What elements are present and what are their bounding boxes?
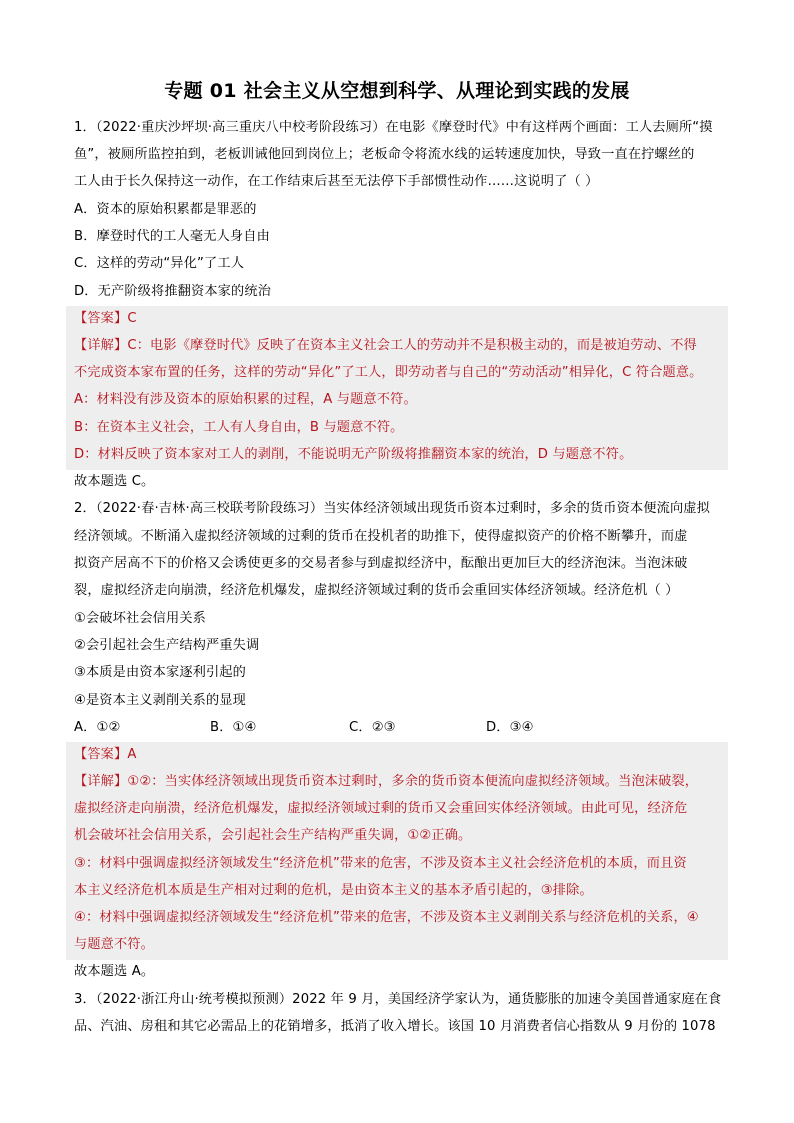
q2-answer: 【答案】A <box>74 747 137 762</box>
q2-item-2: ②会引起社会生产结构严重失调 <box>74 638 260 653</box>
q2-detail-line: 虚拟经济走向崩溃，经济危机爆发，虚拟经济领域过剩的货币又会重回实体经济领域。由此可见，经济危 <box>74 801 688 816</box>
q1-stem-line: 1．（2022·重庆沙坪坝·高三重庆八中校考阶段练习）在电影《摩登时代》中有这样两个画面：工人去厕所“摸 <box>74 120 713 135</box>
q2-detail-line: 机会破坏社会信用关系，会引起社会生产结构严重失调，①②正确。 <box>74 828 472 843</box>
q2-choice-a: A．①② <box>74 720 121 735</box>
q1-option-d: D．无产阶级将推翻资本家的统治 <box>74 284 272 299</box>
q2-stem-line: 经济领域。不断涌入虚拟经济领域的过剩的货币在投机者的助推下，使得虚拟资产的价格不断攀升，而虚 <box>74 529 688 544</box>
q1-option-c: C．这样的劳动“异化”了工人 <box>74 256 245 271</box>
q1-detail-line: 不完成资本家布置的任务，这样的劳动“异化”了工人，即劳动者与自己的“劳动活动”相异化，C 符合题意。 <box>74 365 703 380</box>
q2-item-1: ①会破坏社会信用关系 <box>74 611 207 626</box>
q2-choice-b: B．①④ <box>210 720 257 735</box>
q1-conclusion: 故本题选 C。 <box>74 474 155 489</box>
q2-detail-line: 与题意不符。 <box>74 937 155 952</box>
q3-stem-line: 品、汽油、房租和其它必需品上的花销增多，抵消了收入增长。该国 10 月消费者信心指数从 9 月份的 1078 <box>74 1019 716 1034</box>
q2-detail-line: 【详解】①②：当实体经济领域出现货币资本过剩时，多余的货币资本便流向虚拟经济领域。当泡沫破裂， <box>74 774 699 789</box>
q2-stem-line: 2．（2022·春·吉林·高三校联考阶段练习）当实体经济领域出现货币资本过剩时，多余的货币资本便流向虚拟 <box>74 501 710 516</box>
q1-detail-line: D：材料反映了资本家对工人的剥削，不能说明无产阶级将推翻资本家的统治，D 与题意不符。 <box>74 447 633 462</box>
q2-choice-d: D．③④ <box>486 720 534 735</box>
q2-detail-line: ④：材料中强调虚拟经济领域发生“经济危机”带来的危害，不涉及资本主义剥削关系与经济危机的关系，④ <box>74 910 699 925</box>
q1-detail-line: 【详解】C：电影《摩登时代》反映了在资本主义社会工人的劳动并不是积极主动的，而是被迫劳动、不得 <box>74 338 697 353</box>
q1-option-b: B．摩登时代的工人毫无人身自由 <box>74 229 270 244</box>
q2-item-3: ③本质是由资本家逐利引起的 <box>74 665 247 680</box>
q1-stem-line: 鱼”，被厕所监控拍到，老板训诫他回到岗位上；老板命令将流水线的运转速度加快，导致一直在拧螺丝的 <box>74 147 695 162</box>
q3-stem-line: 3．（2022·浙江舟山·统考模拟预测）2022 年 9 月，美国经济学家认为，通货膨胀的加速令美国普通家庭在食 <box>74 992 722 1007</box>
q1-answer: 【答案】C <box>74 311 137 326</box>
page-title: 专题 01 社会主义从空想到科学、从理论到实践的发展 <box>164 80 630 102</box>
q1-detail-line: A：材料没有涉及资本的原始积累的过程，A 与题意不符。 <box>74 392 417 407</box>
q2-choices <box>74 719 734 737</box>
q2-detail-line: 本主义经济危机本质是生产相对过剩的危机，是由资本主义的基本矛盾引起的，③排除。 <box>74 883 593 898</box>
q2-item-4: ④是资本主义剥削关系的显现 <box>74 693 247 708</box>
q2-conclusion: 故本题选 A。 <box>74 964 155 979</box>
q2-stem-line: 裂，虚拟经济走向崩溃，经济危机爆发，虚拟经济领域过剩的货币会重回实体经济领域。经济危机（ ） <box>74 583 679 598</box>
q2-choice-c: C．②③ <box>349 720 396 735</box>
q1-option-a: A．资本的原始积累都是罪恶的 <box>74 202 257 217</box>
q2-detail-line: ③：材料中强调虚拟经济领域发生“经济危机”带来的危害，不涉及资本主义社会经济危机的本质，而且资 <box>74 856 687 871</box>
q1-detail-line: B：在资本主义社会，工人有人身自由，B 与题意不符。 <box>74 420 404 435</box>
q2-stem-line: 拟资产居高不下的价格又会诱使更多的交易者参与到虚拟经济中，酝酿出更加巨大的经济泡沫。当泡沫破 <box>74 556 688 571</box>
q1-stem-line: 工人由于长久保持这一动作，在工作结束后甚至无法停下手部惯性动作……这说明了（ ） <box>74 174 599 189</box>
